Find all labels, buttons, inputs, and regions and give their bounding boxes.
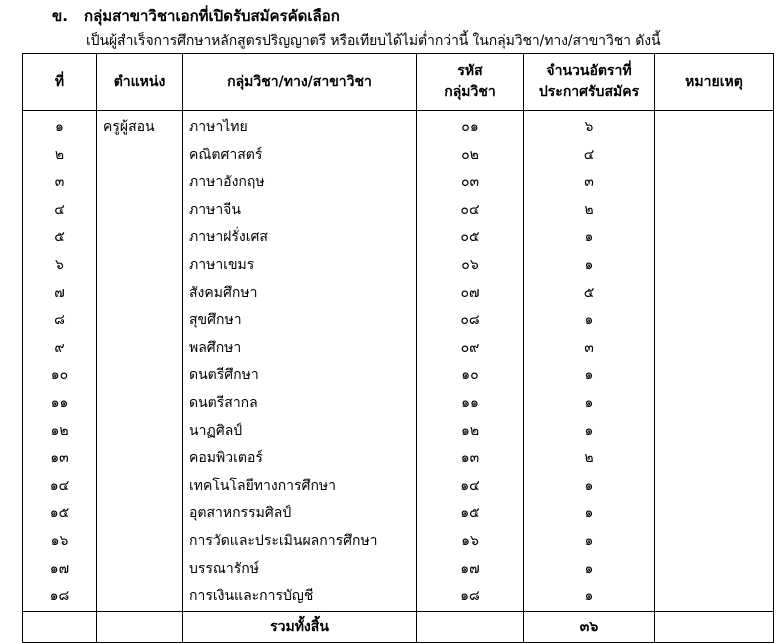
section-subtitle: เป็นผู้สำเร็จการศึกษาหลักสูตรปริญญาตรี หรือเทียบได้ไม่ต่ำกว่านี้ ในกลุ่มวิชา/ทาง/สาขาวิชา ดังนี้ bbox=[86, 33, 661, 49]
table-row bbox=[23, 362, 774, 390]
row-no: ๓ bbox=[23, 169, 97, 197]
row-subject: ภาษาไทย bbox=[183, 111, 417, 142]
row-remark bbox=[655, 252, 774, 280]
table-row bbox=[23, 556, 774, 584]
row-remark bbox=[655, 445, 774, 473]
row-code: ๑๗ bbox=[417, 556, 524, 584]
row-no: ๑ bbox=[23, 111, 97, 142]
table-row bbox=[23, 142, 774, 170]
table-row bbox=[23, 418, 774, 446]
row-position bbox=[97, 362, 183, 390]
row-subject: คอมพิวเตอร์ bbox=[183, 445, 417, 473]
row-remark bbox=[655, 528, 774, 556]
row-remark bbox=[655, 583, 774, 611]
row-no: ๑๓ bbox=[23, 445, 97, 473]
row-code: ๐๓ bbox=[417, 169, 524, 197]
section-title: กลุ่มสาขาวิชาเอกที่เปิดรับสมัครคัดเลือก bbox=[84, 7, 340, 25]
header-subject: กลุ่มวิชา/ทาง/สาขาวิชา bbox=[183, 54, 417, 111]
row-remark bbox=[655, 500, 774, 528]
row-code: ๐๗ bbox=[417, 280, 524, 308]
row-code: ๑๖ bbox=[417, 528, 524, 556]
row-remark bbox=[655, 169, 774, 197]
row-count: ๓ bbox=[524, 169, 655, 197]
row-count: ๕ bbox=[524, 280, 655, 308]
row-code: ๐๙ bbox=[417, 335, 524, 363]
table-row bbox=[23, 583, 774, 611]
row-no: ๑๖ bbox=[23, 528, 97, 556]
row-subject: ภาษาจีน bbox=[183, 197, 417, 225]
table-row bbox=[23, 111, 774, 142]
row-no: ๑๑ bbox=[23, 390, 97, 418]
row-no: ๖ bbox=[23, 252, 97, 280]
row-remark bbox=[655, 390, 774, 418]
row-count: ๖ bbox=[524, 111, 655, 142]
row-position bbox=[97, 197, 183, 225]
row-subject: ดนตรีสากล bbox=[183, 390, 417, 418]
table-row bbox=[23, 390, 774, 418]
row-count: ๑ bbox=[524, 528, 655, 556]
header-no: ที่ bbox=[23, 54, 97, 111]
row-count: ๑ bbox=[524, 390, 655, 418]
row-code: ๑๕ bbox=[417, 500, 524, 528]
row-remark bbox=[655, 418, 774, 446]
row-subject: อุตสาหกรรมศิลป์ bbox=[183, 500, 417, 528]
row-subject: คณิตศาสตร์ bbox=[183, 142, 417, 170]
section-number: ข. bbox=[52, 7, 68, 25]
row-count: ๑ bbox=[524, 583, 655, 611]
row-code: ๐๒ bbox=[417, 142, 524, 170]
row-position bbox=[97, 169, 183, 197]
row-no: ๗ bbox=[23, 280, 97, 308]
row-remark bbox=[655, 142, 774, 170]
row-code: ๑๑ bbox=[417, 390, 524, 418]
table-row bbox=[23, 500, 774, 528]
table-row bbox=[23, 197, 774, 225]
row-count: ๑ bbox=[524, 362, 655, 390]
row-count: ๑ bbox=[524, 252, 655, 280]
row-count: ๑ bbox=[524, 307, 655, 335]
row-count: ๓ bbox=[524, 335, 655, 363]
header-code bbox=[417, 54, 524, 111]
row-count: ๑ bbox=[524, 556, 655, 584]
row-subject: เทคโนโลยีทางการศึกษา bbox=[183, 473, 417, 501]
row-position bbox=[97, 583, 183, 611]
row-remark bbox=[655, 473, 774, 501]
row-remark bbox=[655, 362, 774, 390]
row-position bbox=[97, 445, 183, 473]
row-no: ๔ bbox=[23, 197, 97, 225]
table-row bbox=[23, 335, 774, 363]
row-remark bbox=[655, 307, 774, 335]
row-code: ๑๒ bbox=[417, 418, 524, 446]
row-position bbox=[97, 418, 183, 446]
row-position bbox=[97, 390, 183, 418]
row-remark bbox=[655, 197, 774, 225]
row-no: ๕ bbox=[23, 224, 97, 252]
section-heading bbox=[52, 4, 340, 28]
table-header-row bbox=[23, 54, 774, 111]
row-count: ๑ bbox=[524, 473, 655, 501]
row-code: ๑๓ bbox=[417, 445, 524, 473]
row-subject: พลศึกษา bbox=[183, 335, 417, 363]
row-subject: สุขศึกษา bbox=[183, 307, 417, 335]
row-subject: นาฏศิลป์ bbox=[183, 418, 417, 446]
row-count: ๑ bbox=[524, 500, 655, 528]
row-position bbox=[97, 307, 183, 335]
row-remark bbox=[655, 224, 774, 252]
row-position bbox=[97, 252, 183, 280]
row-subject: การวัดและประเมินผลการศึกษา bbox=[183, 528, 417, 556]
row-no: ๑๔ bbox=[23, 473, 97, 501]
row-remark bbox=[655, 280, 774, 308]
row-position: ครูผู้สอน bbox=[97, 111, 183, 142]
row-subject: ภาษาอังกฤษ bbox=[183, 169, 417, 197]
table-body bbox=[23, 111, 774, 612]
row-count: ๒ bbox=[524, 197, 655, 225]
row-no: ๑๒ bbox=[23, 418, 97, 446]
row-no: ๑๐ bbox=[23, 362, 97, 390]
table-row bbox=[23, 224, 774, 252]
row-subject: บรรณารักษ์ bbox=[183, 556, 417, 584]
row-no: ๑๗ bbox=[23, 556, 97, 584]
row-position bbox=[97, 224, 183, 252]
row-position bbox=[97, 473, 183, 501]
row-position bbox=[97, 280, 183, 308]
table-row bbox=[23, 252, 774, 280]
total-label: รวมทั้งสิ้น bbox=[183, 611, 417, 642]
row-no: ๑๕ bbox=[23, 500, 97, 528]
row-no: ๙ bbox=[23, 335, 97, 363]
table-row bbox=[23, 473, 774, 501]
row-code: ๐๑ bbox=[417, 111, 524, 142]
header-code-line1: รหัส bbox=[457, 63, 483, 79]
table-row bbox=[23, 307, 774, 335]
row-subject: ภาษาฝรั่งเศส bbox=[183, 224, 417, 252]
row-position bbox=[97, 528, 183, 556]
row-code: ๑๘ bbox=[417, 583, 524, 611]
row-code: ๐๖ bbox=[417, 252, 524, 280]
total-value: ๓๖ bbox=[524, 611, 655, 642]
row-code: ๑๔ bbox=[417, 473, 524, 501]
row-count: ๒ bbox=[524, 445, 655, 473]
row-code: ๐๔ bbox=[417, 197, 524, 225]
row-code: ๐๘ bbox=[417, 307, 524, 335]
row-no: ๘ bbox=[23, 307, 97, 335]
header-remark: หมายเหตุ bbox=[655, 54, 774, 111]
header-count bbox=[524, 54, 655, 111]
header-code-line2: กลุ่มวิชา bbox=[444, 84, 496, 100]
row-count: ๔ bbox=[524, 142, 655, 170]
table-row bbox=[23, 280, 774, 308]
row-code: ๐๕ bbox=[417, 224, 524, 252]
table-row bbox=[23, 169, 774, 197]
row-count: ๑ bbox=[524, 224, 655, 252]
table-row bbox=[23, 445, 774, 473]
row-remark bbox=[655, 556, 774, 584]
table-row bbox=[23, 528, 774, 556]
row-remark bbox=[655, 111, 774, 142]
row-subject: สังคมศึกษา bbox=[183, 280, 417, 308]
row-position bbox=[97, 556, 183, 584]
row-subject: ดนตรีศึกษา bbox=[183, 362, 417, 390]
subject-table bbox=[22, 53, 774, 643]
row-position bbox=[97, 500, 183, 528]
row-position bbox=[97, 335, 183, 363]
header-position: ตำแหน่ง bbox=[97, 54, 183, 111]
row-no: ๑๘ bbox=[23, 583, 97, 611]
row-subject: ภาษาเขมร bbox=[183, 252, 417, 280]
row-remark bbox=[655, 335, 774, 363]
header-count-line2: ประกาศรับสมัคร bbox=[538, 84, 640, 100]
row-no: ๒ bbox=[23, 142, 97, 170]
header-count-line1: จำนวนอัตราที่ bbox=[546, 63, 632, 79]
row-subject: การเงินและการบัญชี bbox=[183, 583, 417, 611]
row-count: ๑ bbox=[524, 418, 655, 446]
row-position bbox=[97, 142, 183, 170]
row-code: ๑๐ bbox=[417, 362, 524, 390]
